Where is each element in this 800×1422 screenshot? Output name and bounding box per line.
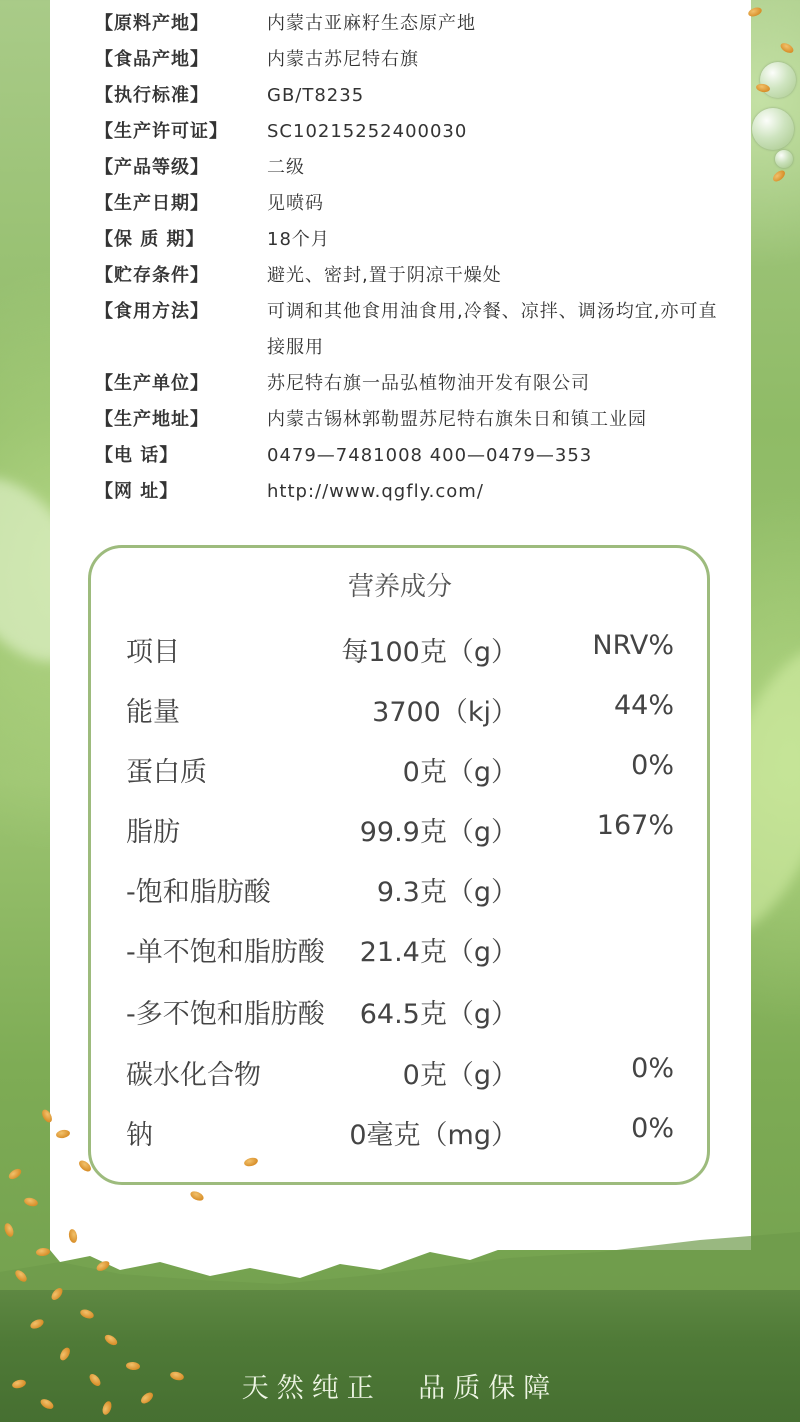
nutrient-nrv: 167% (596, 810, 674, 841)
nutrient-name: 碳水化合物 (126, 1060, 261, 1091)
nutrient-nrv: 0% (631, 1053, 674, 1084)
info-label: 【贮存条件】 (95, 265, 209, 286)
nutrient-amount: 21.4克（g） (359, 937, 518, 968)
info-row-license (95, 114, 735, 150)
info-value: 内蒙古亚麻籽生态原产地 (267, 13, 476, 34)
nutrient-amount: 0克（g） (402, 1060, 518, 1091)
slogan-left: 天然纯正 (241, 1373, 382, 1404)
info-row-address (95, 402, 735, 438)
nutrition-header-nrv: NRV% (592, 630, 674, 661)
nutrient-amount: 3700（kj） (372, 697, 518, 728)
info-row-manufacturer (95, 366, 735, 402)
nutrition-row (0, 1053, 800, 1093)
nutrition-row (0, 992, 800, 1032)
nutrition-row (0, 690, 800, 730)
nutrition-row (0, 870, 800, 910)
nutrient-amount: 64.5克（g） (359, 999, 518, 1030)
info-label: 【生产日期】 (95, 193, 209, 214)
info-label: 【生产许可证】 (95, 121, 228, 142)
info-row-production-place (95, 42, 735, 78)
water-droplet (775, 150, 793, 168)
info-value: 见喷码 (267, 193, 324, 214)
info-label: 【电 话】 (95, 445, 179, 466)
info-label: 【生产地址】 (95, 409, 209, 430)
slogan (0, 1366, 800, 1405)
info-row-usage (95, 294, 735, 366)
water-droplet (760, 62, 796, 98)
info-row-grade (95, 150, 735, 186)
flax-seed (779, 41, 795, 55)
nutrient-name: -多不饱和脂肪酸 (126, 999, 325, 1030)
water-droplet (752, 108, 794, 150)
info-row-shelf-life (95, 222, 735, 258)
nutrient-nrv: 0% (631, 750, 674, 781)
nutrient-name: -饱和脂肪酸 (126, 877, 271, 908)
nutrient-name: 能量 (126, 697, 180, 728)
slogan-right: 品质保障 (418, 1373, 559, 1404)
info-label: 【食用方法】 (95, 301, 209, 322)
nutrient-amount: 0毫克（mg） (349, 1120, 518, 1151)
nutrition-header-amount: 每100克（g） (341, 637, 518, 668)
torn-paper-edge (0, 1180, 800, 1290)
info-value: 0479—7481008 400—0479—353 (267, 445, 593, 466)
nutrition-row (0, 810, 800, 850)
nutrient-nrv: 0% (631, 1113, 674, 1144)
info-value: GB/T8235 (267, 85, 365, 106)
info-label: 【食品产地】 (95, 49, 209, 70)
nutrition-row (0, 930, 800, 970)
nutrition-title: 营养成分 (347, 572, 452, 602)
nutrient-name: 脂肪 (126, 817, 180, 848)
info-label: 【产品等级】 (95, 157, 209, 178)
info-value: SC10215252400030 (267, 121, 468, 142)
info-value: 二级 (267, 157, 305, 178)
info-label: 【执行标准】 (95, 85, 209, 106)
info-row-phone (95, 438, 735, 474)
info-value: 内蒙古锡林郭勒盟苏尼特右旗朱日和镇工业园 (267, 409, 647, 430)
nutrient-amount: 99.9克（g） (359, 817, 518, 848)
flax-seed (771, 168, 787, 183)
info-row-storage (95, 258, 735, 294)
nutrient-amount: 0克（g） (402, 757, 518, 788)
nutrient-name: -单不饱和脂肪酸 (126, 937, 325, 968)
nutrition-row (0, 1113, 800, 1153)
nutrient-name: 钠 (126, 1120, 153, 1151)
nutrient-name: 蛋白质 (126, 757, 207, 788)
product-info-list (95, 6, 735, 510)
info-row-standard (95, 78, 735, 114)
nutrient-amount: 9.3克（g） (376, 877, 518, 908)
info-label: 【原料产地】 (95, 13, 209, 34)
info-row-website (95, 474, 735, 510)
info-value: 避光、密封,置于阴凉干燥处 (267, 265, 502, 286)
nutrition-header-row (0, 630, 800, 670)
info-value: 可调和其他食用油食用,冷餐、凉拌、调汤均宜,亦可直接服用 (267, 301, 718, 358)
nutrient-nrv: 44% (613, 690, 674, 721)
info-label: 【生产单位】 (95, 373, 209, 394)
info-row-origin (95, 6, 735, 42)
info-value: 苏尼特右旗一品弘植物油开发有限公司 (267, 373, 590, 394)
nutrition-row (0, 750, 800, 790)
info-row-production-date (95, 186, 735, 222)
nutrition-header-name: 项目 (126, 637, 180, 668)
info-label: 【网 址】 (95, 481, 179, 502)
info-value[interactable]: http://www.qgfly.com/ (267, 481, 484, 502)
info-value: 内蒙古苏尼特右旗 (267, 49, 419, 70)
info-value: 18个月 (267, 229, 330, 250)
info-label: 【保 质 期】 (95, 229, 205, 250)
